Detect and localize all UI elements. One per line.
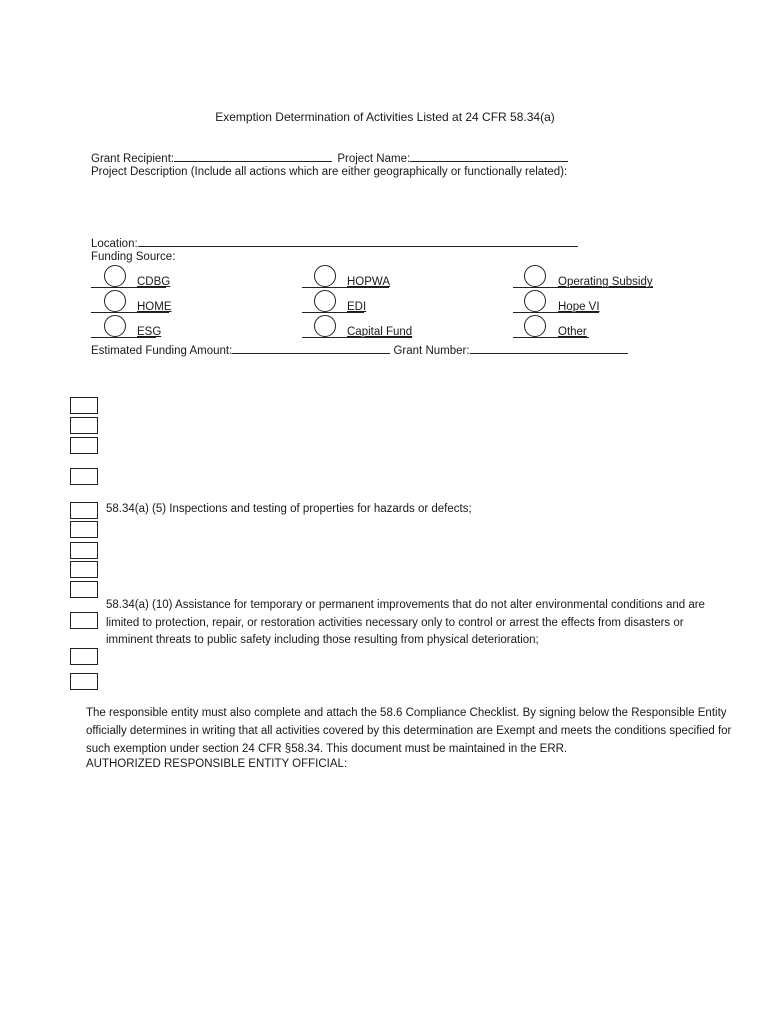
item-58-34-a-5: 58.34(a) (5) Inspections and testing of properties for hazards or defects; bbox=[106, 503, 472, 515]
funding-amount-row bbox=[91, 342, 628, 357]
home-label: HOME bbox=[137, 301, 172, 313]
authorized-official-label: AUTHORIZED RESPONSIBLE ENTITY OFFICIAL: bbox=[86, 758, 348, 770]
exemption-checkbox-6[interactable] bbox=[70, 521, 98, 538]
other-radio[interactable] bbox=[524, 315, 546, 337]
esg-radio[interactable] bbox=[104, 315, 126, 337]
grant-number-field[interactable] bbox=[470, 342, 628, 354]
exemption-checkbox-8[interactable] bbox=[70, 561, 98, 578]
other-label: Other bbox=[558, 326, 587, 338]
grant-recipient-field[interactable] bbox=[174, 150, 332, 162]
capital-fund-label: Capital Fund bbox=[347, 326, 413, 338]
capital-fund-radio[interactable] bbox=[314, 315, 336, 337]
exemption-checkbox-10[interactable] bbox=[70, 612, 98, 629]
estimated-funding-label: Estimated Funding Amount: bbox=[91, 345, 233, 357]
home-radio[interactable] bbox=[104, 290, 126, 312]
item-58-34-a-10: 58.34(a) (10) Assistance for temporary or permanent improvements that do not alter environmental conditions and are limited to protection, repair, or restoration activities necessary only to control or arrest the effects from disasters or imminent threats to public safety including those resulting from physical deterioration; bbox=[106, 599, 705, 646]
hopwa-label: HOPWA bbox=[347, 276, 391, 288]
grant-recipient-label: Grant Recipient: bbox=[91, 153, 175, 165]
exemption-checkbox-1[interactable] bbox=[70, 397, 98, 414]
estimated-funding-field[interactable] bbox=[232, 342, 390, 354]
exemption-checkbox-4[interactable] bbox=[70, 468, 98, 485]
project-name-field[interactable] bbox=[410, 150, 568, 162]
hope-vi-label: Hope VI bbox=[558, 301, 600, 313]
exemption-checkbox-2[interactable] bbox=[70, 417, 98, 434]
cdbg-label: CDBG bbox=[137, 276, 171, 288]
esg-label: ESG bbox=[137, 326, 162, 338]
location-label: Location: bbox=[91, 238, 138, 250]
exemption-checkbox-3[interactable] bbox=[70, 437, 98, 454]
operating-subsidy-label: Operating Subsidy bbox=[558, 276, 653, 288]
cdbg-radio[interactable] bbox=[104, 265, 126, 287]
exemption-checkbox-11[interactable] bbox=[70, 648, 98, 665]
edi-radio[interactable] bbox=[314, 290, 336, 312]
location-field[interactable] bbox=[138, 235, 578, 247]
operating-subsidy-radio[interactable] bbox=[524, 265, 546, 287]
hope-vi-radio[interactable] bbox=[524, 290, 546, 312]
exemption-checkbox-5[interactable] bbox=[70, 502, 98, 519]
project-name-label: Project Name: bbox=[337, 153, 411, 165]
page-title: Exemption Determination of Activities Listed at 24 CFR 58.34(a) bbox=[215, 110, 555, 124]
location-row bbox=[91, 235, 578, 250]
edi-label: EDI bbox=[347, 301, 367, 313]
project-description-label: Project Description (Include all actions which are either geographically or functionally related): bbox=[91, 166, 568, 178]
hopwa-radio[interactable] bbox=[314, 265, 336, 287]
exemption-checkbox-9[interactable] bbox=[70, 581, 98, 598]
funding-source-label: Funding Source: bbox=[91, 251, 176, 263]
grant-number-label: Grant Number: bbox=[393, 345, 470, 357]
responsibility-statement: The responsible entity must also complete and attach the 58.6 Compliance Checklist. By signing below the Responsible Entity officially determines in writing that all activities covered by this determination are Exempt and meets the conditions specified for such exemption under section 24 CFR §58.34. This document must be maintained in the ERR. bbox=[86, 707, 732, 755]
exemption-checkbox-12[interactable] bbox=[70, 673, 98, 690]
exemption-checkbox-7[interactable] bbox=[70, 542, 98, 559]
grant-recipient-row bbox=[91, 150, 568, 165]
